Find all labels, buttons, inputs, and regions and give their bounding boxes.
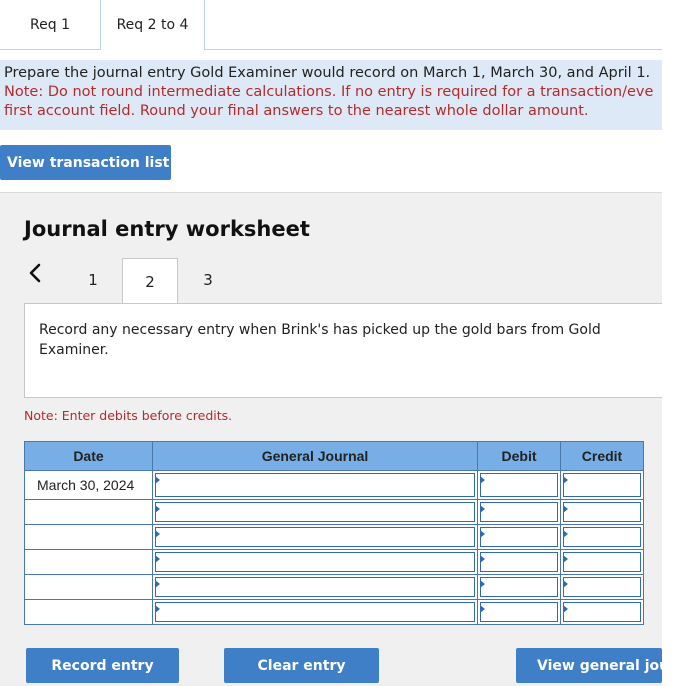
credit-input[interactable] [563,602,641,622]
debit-input[interactable] [480,552,558,572]
date-cell[interactable] [25,550,153,575]
debit-input[interactable] [480,527,558,547]
debit-input[interactable] [480,602,558,622]
credit-input[interactable] [563,473,641,497]
date-cell[interactable] [25,575,153,600]
column-header-debit: Debit [478,442,561,471]
date-cell: March 30, 2024 [25,471,153,500]
journal-table [24,441,644,625]
table-row [25,500,644,525]
account-input[interactable] [155,502,475,522]
entry-description-panel [24,303,662,398]
tab-req-2-to-4[interactable]: Req 2 to 4 [100,0,205,50]
tab-divider [205,49,662,50]
credit-cell [561,600,644,625]
instructions-text: Prepare the journal entry Gold Examiner would record on March 1, March 30, and April 1. [4,65,651,81]
clear-entry-button[interactable]: Clear entry [224,648,379,683]
account-cell [153,575,478,600]
debit-input[interactable] [480,473,558,497]
credit-input[interactable] [563,527,641,547]
entry-tab-3[interactable]: 3 [203,271,213,289]
debit-input[interactable] [480,502,558,522]
record-entry-button[interactable]: Record entry [26,648,179,683]
debit-cell [478,525,561,550]
entry-tab-1[interactable]: 1 [88,271,98,289]
journal-entry-worksheet [0,192,662,686]
entry-description: Record any necessary entry when Brink's has picked up the gold bars from Gold Examiner. [39,322,601,358]
table-row [25,550,644,575]
credit-cell [561,471,644,500]
debit-cell [478,471,561,500]
credit-cell [561,500,644,525]
instructions-box [0,60,662,130]
debit-cell [478,500,561,525]
view-general-journal-button[interactable]: View general jour [516,648,662,683]
debit-cell [478,600,561,625]
account-input[interactable] [155,473,475,497]
credit-cell [561,525,644,550]
worksheet-title: Journal entry worksheet [24,217,310,241]
debit-cell [478,575,561,600]
credit-cell [561,575,644,600]
view-transaction-list-button[interactable]: View transaction list [0,145,171,180]
table-row [25,575,644,600]
column-header-general-journal: General Journal [153,442,478,471]
instructions-note-line-2: first account field. Round your final answers to the nearest whole dollar amount. [4,103,589,119]
table-row [25,525,644,550]
table-row [25,471,644,500]
credit-input[interactable] [563,552,641,572]
account-cell [153,525,478,550]
credit-cell [561,550,644,575]
account-cell [153,500,478,525]
instructions-note-line-1: Note: Do not round intermediate calculations. If no entry is required for a transaction/eve [4,84,654,100]
account-cell [153,550,478,575]
requirement-tabs [0,0,700,50]
table-header-row [25,442,644,471]
account-input[interactable] [155,602,475,622]
account-input[interactable] [155,552,475,572]
account-cell [153,471,478,500]
account-input[interactable] [155,577,475,597]
debits-note: Note: Enter debits before credits. [24,408,233,423]
table-row [25,600,644,625]
column-header-date: Date [25,442,153,471]
credit-input[interactable] [563,502,641,522]
column-header-credit: Credit [561,442,644,471]
account-cell [153,600,478,625]
debit-cell [478,550,561,575]
debit-input[interactable] [480,577,558,597]
chevron-left-icon[interactable] [26,261,46,285]
account-input[interactable] [155,527,475,547]
date-cell[interactable] [25,525,153,550]
date-cell[interactable] [25,500,153,525]
tab-req-1[interactable]: Req 1 [0,0,100,50]
entry-tab-2[interactable]: 2 [122,258,178,304]
date-cell[interactable] [25,600,153,625]
credit-input[interactable] [563,577,641,597]
